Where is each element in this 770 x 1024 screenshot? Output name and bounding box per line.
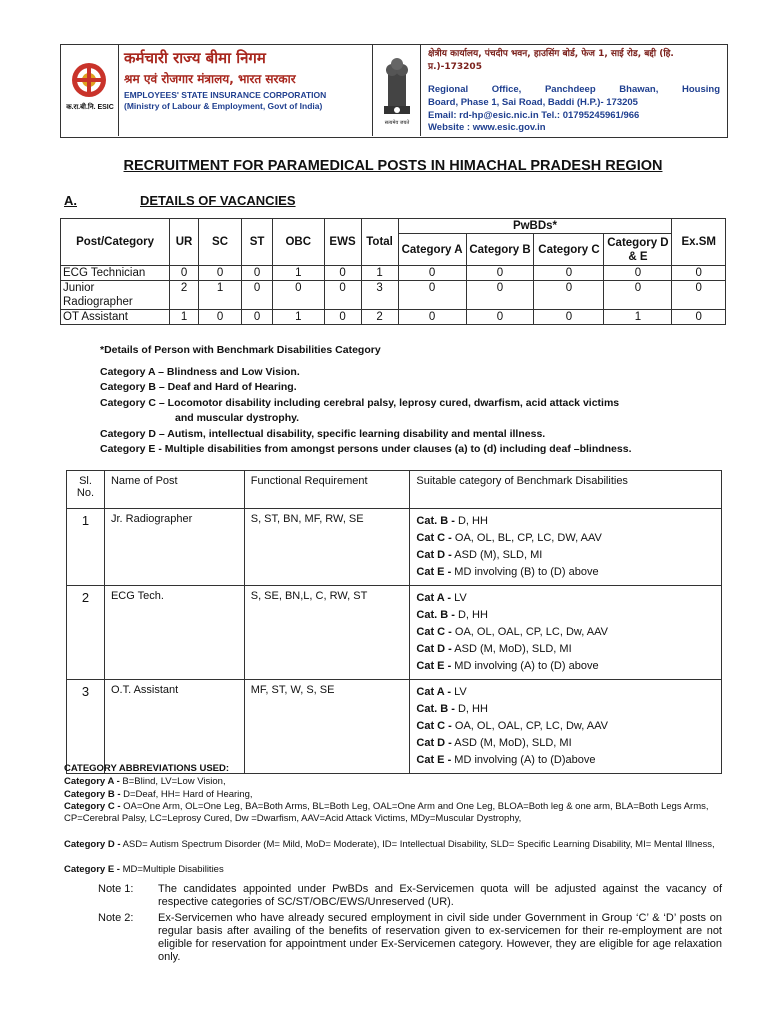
- table-cell-ews: 0: [324, 310, 361, 325]
- col-header-pwbd: PwBDs*: [398, 219, 672, 234]
- abbr-cat-a: Category A - B=Blind, LV=Low Vision,: [64, 776, 226, 787]
- category-line: [416, 701, 715, 718]
- national-emblem: [378, 48, 416, 128]
- category-codes: ASD (M, MoD), SLD, MI: [451, 737, 572, 749]
- table-cell-exsm: 0: [672, 266, 726, 281]
- category-line: [416, 607, 715, 624]
- table-cell-sc: 0: [198, 266, 241, 281]
- category-codes: D, HH: [454, 609, 488, 621]
- category-line: [416, 547, 715, 564]
- table-cell-obc: 1: [273, 266, 324, 281]
- category-line: [416, 718, 715, 735]
- category-codes: MD involving (B) to (D) above: [451, 566, 599, 578]
- office-address-line2: Board, Phase 1, Sai Road, Baddi (H.P.)- 173205: [428, 97, 638, 108]
- hindi-address: क्षेत्रीय कार्यालय, पंचदीप भवन, हाउसिंग बोर्ड, फेज 1, साई रोड, बद्दी (हि. प्र.)-173205: [428, 49, 674, 72]
- category-codes: MD involving (A) to (D)above: [451, 754, 596, 766]
- page-title: RECRUITMENT FOR PARAMEDICAL POSTS IN HIMACHAL PRADESH REGION: [123, 158, 663, 174]
- category-label: Cat. B -: [416, 703, 455, 715]
- table-cell-c: 0: [534, 266, 604, 281]
- section-title: DETAILS OF VACANCIES: [140, 193, 296, 208]
- table-cell-b: 0: [466, 266, 534, 281]
- category-codes: OA, OL, OAL, CP, LC, Dw, AAV: [451, 720, 608, 732]
- table-cell-obc: 0: [273, 281, 324, 310]
- table-cell-obc: 1: [273, 310, 324, 325]
- category-codes: LV: [451, 686, 467, 698]
- note-1-text: The candidates appointed under PwBDs and Ex-Servicemen quota will be adjusted against the vacancy of respective categories of SC/ST/OBC/EWS/Unreserved (UR).: [158, 883, 722, 908]
- ministry-name: (Ministry of Labour & Employment, Govt of India): [124, 101, 323, 111]
- table-cell-sc: 1: [198, 281, 241, 310]
- category-label: Cat C -: [416, 532, 452, 544]
- category-codes: MD involving (A) to (D) above: [451, 660, 599, 672]
- table-cell-post: OT Assistant: [61, 310, 170, 325]
- category-line: [416, 530, 715, 547]
- col-header-obc: OBC: [273, 219, 324, 266]
- category-label: Cat D -: [416, 643, 452, 655]
- abbr-cat-c: Category C - OA=One Arm, OL=One Leg, BA=Both Arms, BL=Both Leg, OAL=One Arm and One Leg, BLOA=Both leg & one arm, BLA=Both Legs Arms, CP=Cerebral Palsy, LC=Leprosy Cured, Dw =Dwarfism, AAV=Acid Attack Victims, MDy=Muscular Dystrophy,: [64, 801, 709, 824]
- table-cell-total: 2: [361, 310, 398, 325]
- table-cell-ews: 0: [324, 266, 361, 281]
- pwbd-cat-b: Category B – Deaf and Hard of Hearing.: [100, 381, 297, 393]
- table-cell-ur: 2: [170, 281, 199, 310]
- office-address-line1: Regional Office, Panchdeep Bhawan, Housing: [428, 84, 720, 95]
- col-header-suitable-category: Suitable category of Benchmark Disabilities: [410, 471, 722, 509]
- table-cell-sl: 3: [67, 680, 105, 774]
- table-cell-a: 0: [398, 266, 466, 281]
- table-cell-a: 0: [398, 281, 466, 310]
- note-2-text: Ex-Servicemen who have already secured employment in civil side under Government in Group ‘C’ & ‘D’ posts on regular basis after availing of the benefits of reservation given to ex-servicemen for their re-employment are not eligible for reservation for appointment under Ex-Servicemen category. However, they are eligible for age relaxation only.: [158, 912, 722, 963]
- category-label: Cat D -: [416, 737, 452, 749]
- category-codes: D, HH: [454, 703, 488, 715]
- category-label: Cat C -: [416, 720, 452, 732]
- table-cell-exsm: 0: [672, 310, 726, 325]
- abbr-cat-e: Category E - MD=Multiple Disabilities: [64, 864, 224, 875]
- section-label: A.: [64, 193, 77, 208]
- table-cell-fr: S, ST, BN, MF, RW, SE: [244, 509, 410, 586]
- table-row: [67, 586, 722, 680]
- hindi-org-name: कर्मचारी राज्य बीमा निगम: [124, 49, 266, 67]
- table-cell-post: O.T. Assistant: [104, 680, 244, 774]
- email-tel: Email: rd-hp@esic.nic.in Tel.: 01795245961/966: [428, 110, 640, 121]
- category-label: Cat E -: [416, 754, 452, 766]
- table-cell-suitable-category: [410, 509, 722, 586]
- table-cell-sl: 2: [67, 586, 105, 680]
- category-label: Cat A -: [416, 592, 452, 604]
- emblem-caption: सत्यमेव जयते: [384, 120, 410, 126]
- pwbd-heading: *Details of Person with Benchmark Disabilities Category: [100, 344, 381, 356]
- category-label: Cat E -: [416, 566, 452, 578]
- letterhead-divider: [420, 44, 421, 136]
- abbr-cat-d: Category D - ASD= Autism Spectrum Disorder (M= Mild, MoD= Moderate), ID= Intellectual Disability, SLD= Specific Learning Disability, MI= Mental Illness,: [64, 839, 715, 850]
- website: Website : www.esic.gov.in: [428, 122, 546, 133]
- category-label: Cat E -: [416, 660, 452, 672]
- table-cell-b: 0: [466, 281, 534, 310]
- table-cell-sl: 1: [67, 509, 105, 586]
- table-cell-de: 0: [604, 281, 672, 310]
- table-cell-post: ECG Technician: [61, 266, 170, 281]
- category-line: [416, 658, 715, 675]
- note-1-label: Note 1:: [98, 883, 134, 895]
- table-cell-c: 0: [534, 281, 604, 310]
- category-codes: ASD (M), SLD, MI: [451, 549, 543, 561]
- col-header-ews: EWS: [324, 219, 361, 266]
- pwbd-cat-e: Category E - Multiple disabilities from amongst persons under clauses (a) to (d) including deaf –blindness.: [100, 443, 632, 455]
- category-label: Cat. B -: [416, 515, 455, 527]
- table-cell-de: 0: [604, 266, 672, 281]
- esic-logo: [64, 60, 114, 110]
- table-cell-suitable-category: [410, 586, 722, 680]
- category-line: [416, 564, 715, 581]
- category-codes: LV: [451, 592, 467, 604]
- col-header-cat-c: Category C: [534, 234, 604, 266]
- table-row: [67, 509, 722, 586]
- logo-caption: क.रा.बी.नि. ESIC: [66, 104, 114, 111]
- abbreviations-heading: CATEGORY ABBREVIATIONS USED:: [64, 763, 230, 774]
- table-row: [67, 680, 722, 774]
- col-header-sc: SC: [198, 219, 241, 266]
- table-cell-total: 3: [361, 281, 398, 310]
- category-line: [416, 513, 715, 530]
- table-cell-b: 0: [466, 310, 534, 325]
- pwbd-cat-c-cont: and muscular dystrophy.: [175, 412, 300, 424]
- pwbd-cat-c: Category C – Locomotor disability including cerebral palsy, leprosy cured, dwarfism, acid attack victims: [100, 397, 620, 409]
- category-label: Cat. B -: [416, 609, 455, 621]
- hindi-ministry: श्रम एवं रोजगार मंत्रालय, भारत सरकार: [124, 72, 296, 86]
- table-cell-st: 0: [242, 281, 273, 310]
- table-cell-st: 0: [242, 266, 273, 281]
- table-cell-fr: MF, ST, W, S, SE: [244, 680, 410, 774]
- category-line: [416, 641, 715, 658]
- table-cell-exsm: 0: [672, 281, 726, 310]
- col-header-post: Post/Category: [61, 219, 170, 266]
- category-line: [416, 735, 715, 752]
- category-codes: ASD (M, MoD), SLD, MI: [451, 643, 572, 655]
- table-cell-ur: 0: [170, 266, 199, 281]
- category-line: [416, 590, 715, 607]
- col-header-total: Total: [361, 219, 398, 266]
- pwbd-cat-a: Category A – Blindness and Low Vision.: [100, 366, 300, 378]
- abbr-cat-b: Category B - D=Deaf, HH= Hard of Hearing,: [64, 789, 253, 800]
- table-cell-sc: 0: [198, 310, 241, 325]
- col-header-ur: UR: [170, 219, 199, 266]
- table-row: [61, 310, 726, 325]
- table-row: [61, 266, 726, 281]
- col-header-sl: Sl. No.: [67, 471, 105, 509]
- table-cell-post: Junior Radiographer: [61, 281, 170, 310]
- col-header-exsm: Ex.SM: [672, 219, 726, 266]
- functional-requirements-table: [66, 470, 722, 774]
- col-header-cat-b: Category B: [466, 234, 534, 266]
- category-label: Cat A -: [416, 686, 452, 698]
- letterhead-divider: [118, 44, 119, 136]
- table-cell-ews: 0: [324, 281, 361, 310]
- pwbd-cat-d: Category D – Autism, intellectual disability, specific learning disability and mental illness.: [100, 428, 546, 440]
- vacancy-table: [60, 218, 726, 325]
- table-cell-fr: S, SE, BN,L, C, RW, ST: [244, 586, 410, 680]
- category-codes: D, HH: [454, 515, 488, 527]
- org-name: EMPLOYEES' STATE INSURANCE CORPORATION: [124, 90, 327, 100]
- category-codes: OA, OL, BL, CP, LC, DW, AAV: [451, 532, 602, 544]
- category-codes: OA, OL, OAL, CP, LC, Dw, AAV: [451, 626, 608, 638]
- note-2-label: Note 2:: [98, 912, 134, 924]
- table-cell-total: 1: [361, 266, 398, 281]
- category-label: Cat D -: [416, 549, 452, 561]
- category-line: [416, 624, 715, 641]
- table-row: [61, 281, 726, 310]
- category-label: Cat C -: [416, 626, 452, 638]
- table-cell-a: 0: [398, 310, 466, 325]
- category-line: [416, 684, 715, 701]
- col-header-st: ST: [242, 219, 273, 266]
- table-cell-c: 0: [534, 310, 604, 325]
- table-cell-ur: 1: [170, 310, 199, 325]
- col-header-cat-de: Category D & E: [604, 234, 672, 266]
- table-cell-de: 1: [604, 310, 672, 325]
- col-header-functional-req: Functional Requirement: [244, 471, 410, 509]
- col-header-cat-a: Category A: [398, 234, 466, 266]
- table-cell-post: ECG Tech.: [104, 586, 244, 680]
- table-cell-post: Jr. Radiographer: [104, 509, 244, 586]
- table-cell-suitable-category: [410, 680, 722, 774]
- col-header-name-of-post: Name of Post: [104, 471, 244, 509]
- letterhead-divider: [372, 44, 373, 136]
- table-cell-st: 0: [242, 310, 273, 325]
